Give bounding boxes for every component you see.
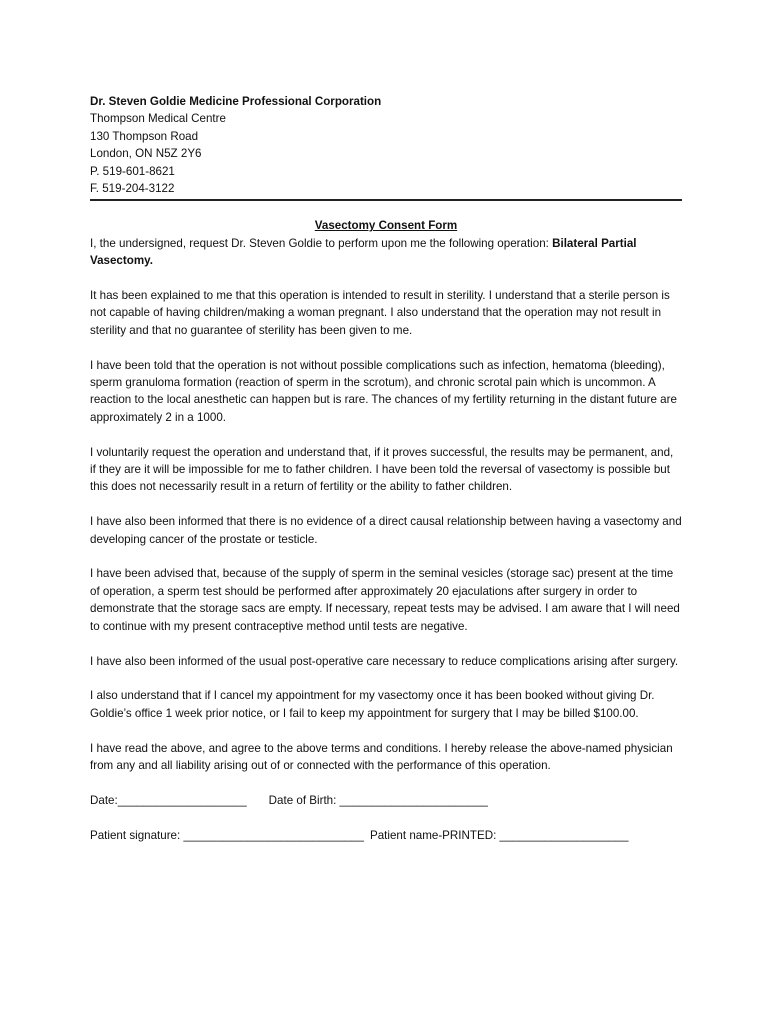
letterhead — [90, 93, 682, 197]
signature-fields-row — [90, 827, 682, 844]
fax-number: F. 519-204-3122 — [90, 182, 175, 196]
paragraph-cancellation: I also understand that if I cancel my appointment for my vasectomy once it has been booked without giving Dr. Goldie’s office 1 week prior notice, or I fail to keep my appointment for surgery that I may be billed $100.00. — [90, 689, 655, 720]
paragraph-agreement: I have read the above, and agree to the above terms and conditions. I hereby release the above-named physician from any and all liability arising out of or connected with the performance of this operation. — [90, 741, 673, 772]
city-address: London, ON N5Z 2Y6 — [90, 147, 202, 161]
street-address: 130 Thompson Road — [90, 129, 199, 143]
date-fields-row — [90, 792, 682, 809]
header-divider — [90, 199, 682, 201]
paragraph-post-op-care: I have also been informed of the usual post-operative care necessary to reduce complications arising after surgery. — [90, 654, 679, 668]
paragraph-cancer: I have also been informed that there is no evidence of a direct causal relationship between having a vasectomy and developing cancer of the prostate or testicle. — [90, 515, 682, 546]
paragraph-permanence: I voluntarily request the operation and understand that, if it proves successful, the results may be permanent, and, if they are it will be impossible for me to father children. I have been told the reversal of vasectomy is possible but this does not necessarily result in a return of fertility or the ability to father children. — [90, 445, 674, 494]
date-field[interactable]: Date:____________________ — [90, 793, 247, 807]
date-of-birth-field[interactable]: Date of Birth: _______________________ — [268, 793, 488, 807]
organization-name: Dr. Steven Goldie Medicine Professional Corporation — [90, 95, 382, 108]
intro-text: I, the undersigned, request Dr. Steven Goldie to perform upon me the following operation: — [90, 236, 553, 250]
patient-printed-name-field[interactable]: Patient name-PRINTED: ____________________ — [370, 828, 629, 842]
paragraph-sperm-test: I have been advised that, because of the supply of sperm in the seminal vesicles (storage sac) present at the time of operation, a sperm test should be performed after approximately 20 ejaculations after surgery in order to demonstrate that the storage sacs are empty. If necessary, repeat tests may be advised. I am aware that I will need to continue with my present contraceptive method until tests are negative. — [90, 567, 680, 633]
operation-name: Bilateral Partial Vasectomy. — [90, 236, 637, 268]
patient-signature-field[interactable]: Patient signature: ____________________________ — [90, 828, 364, 842]
centre-name: Thompson Medical Centre — [90, 112, 226, 126]
consent-form — [90, 93, 682, 861]
paragraph-complications: I have been told that the operation is not without possible complications such as infection, hematoma (bleeding), sperm granuloma formation (reaction of sperm in the scrotum), and chronic scrotal pain which is uncommon. A reaction to the local anesthetic can happen but is rare. The chances of my fertility returning in the distant future are approximately 2 in a 1000. — [90, 358, 677, 424]
phone-number: P. 519-601-8621 — [90, 164, 175, 178]
intro-paragraph — [90, 235, 682, 270]
form-title: Vasectomy Consent Form — [314, 219, 458, 233]
paragraph-sterility: It has been explained to me that this operation is intended to result in sterility. I understand that a sterile person is not capable of having children/making a woman pregnant. I also understand that the operation may not result in sterility and that no guarantee of sterility has been given to me. — [90, 289, 670, 337]
